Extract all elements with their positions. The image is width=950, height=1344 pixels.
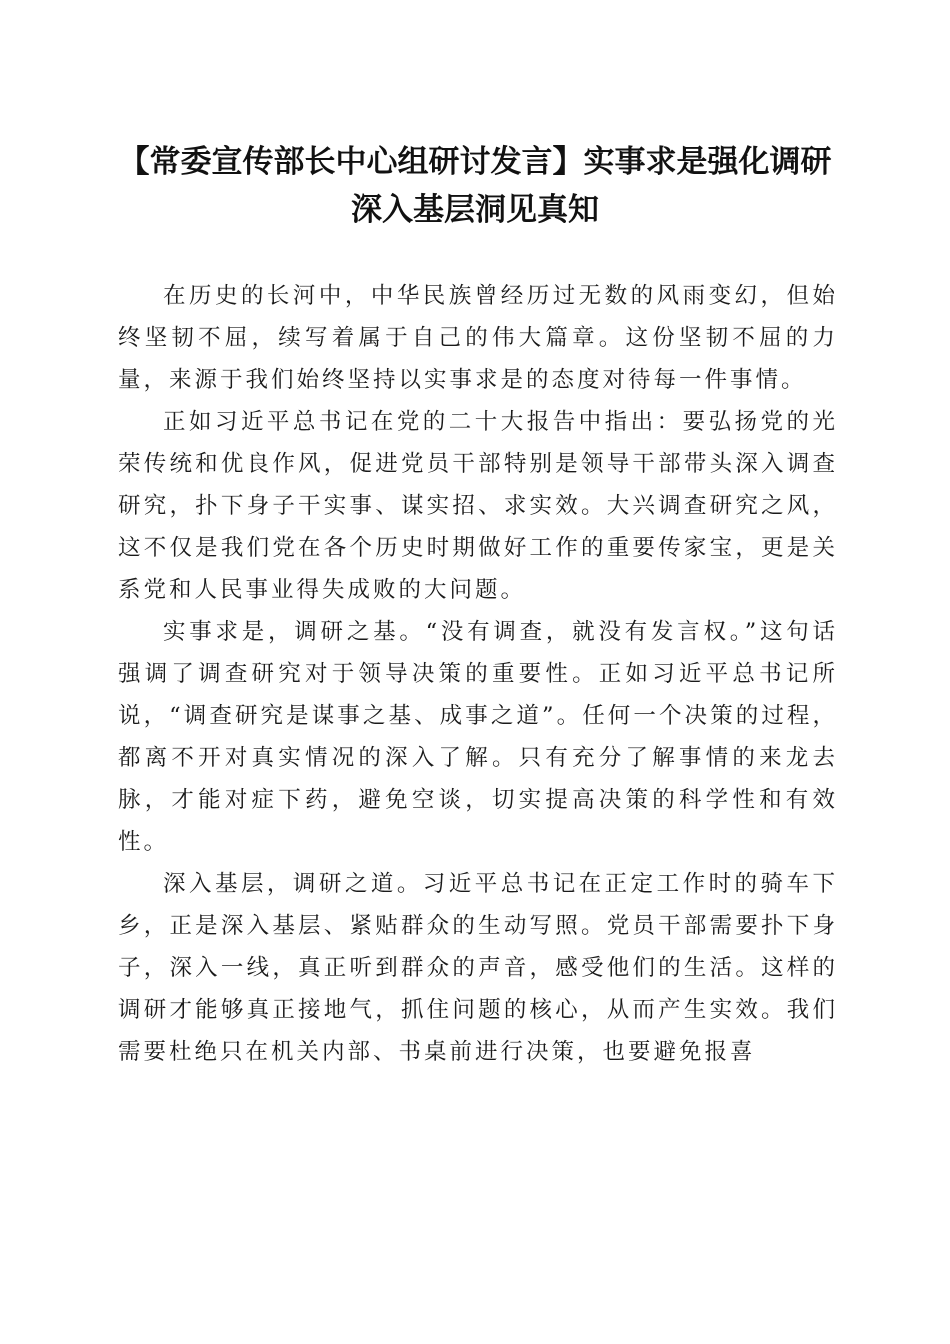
document-title: 【常委宣传部长中心组研讨发言】实事求是强化调研深入基层洞见真知 [118, 144, 832, 228]
paragraph-2: 正如习近平总书记在党的二十大报告中指出：要弘扬党的光荣传统和优良作风，促进党员干部特别是领导干部带头深入调查研究，扑下身子干实事、谋实招、求实效。大兴调查研究之风，这不仅是我们党在各个历史时期做好工作的重要传家宝，更是关系党和人民事业得失成败的大问题。 [118, 409, 838, 603]
paragraph-3: 实事求是，调研之基。“没有调查，就没有发言权。”这句话强调了调查研究对于领导决策的重要性。正如习近平总书记所说，“调查研究是谋事之基、成事之道”。任何一个决策的过程，都离不开对真实情况的深入了解。只有充分了解事情的来龙去脉，才能对症下药，避免空谈，切实提高决策的科学性和有效性。 [118, 619, 838, 855]
paragraph-1: 在历史的长河中，中华民族曾经历过无数的风雨变幻，但始终坚韧不屈，续写着属于自己的伟大篇章。这份坚韧不屈的力量，来源于我们始终坚持以实事求是的态度对待每一件事情。 [118, 283, 838, 393]
document-body [118, 275, 838, 1073]
paragraph-4: 深入基层，调研之道。习近平总书记在正定工作时的骑车下乡，正是深入基层、紧贴群众的生动写照。党员干部需要扑下身子，深入一线，真正听到群众的声音，感受他们的生活。这样的调研才能够真正接地气，抓住问题的核心，从而产生实效。我们需要杜绝只在机关内部、书桌前进行决策，也要避免报喜 [118, 871, 838, 1065]
